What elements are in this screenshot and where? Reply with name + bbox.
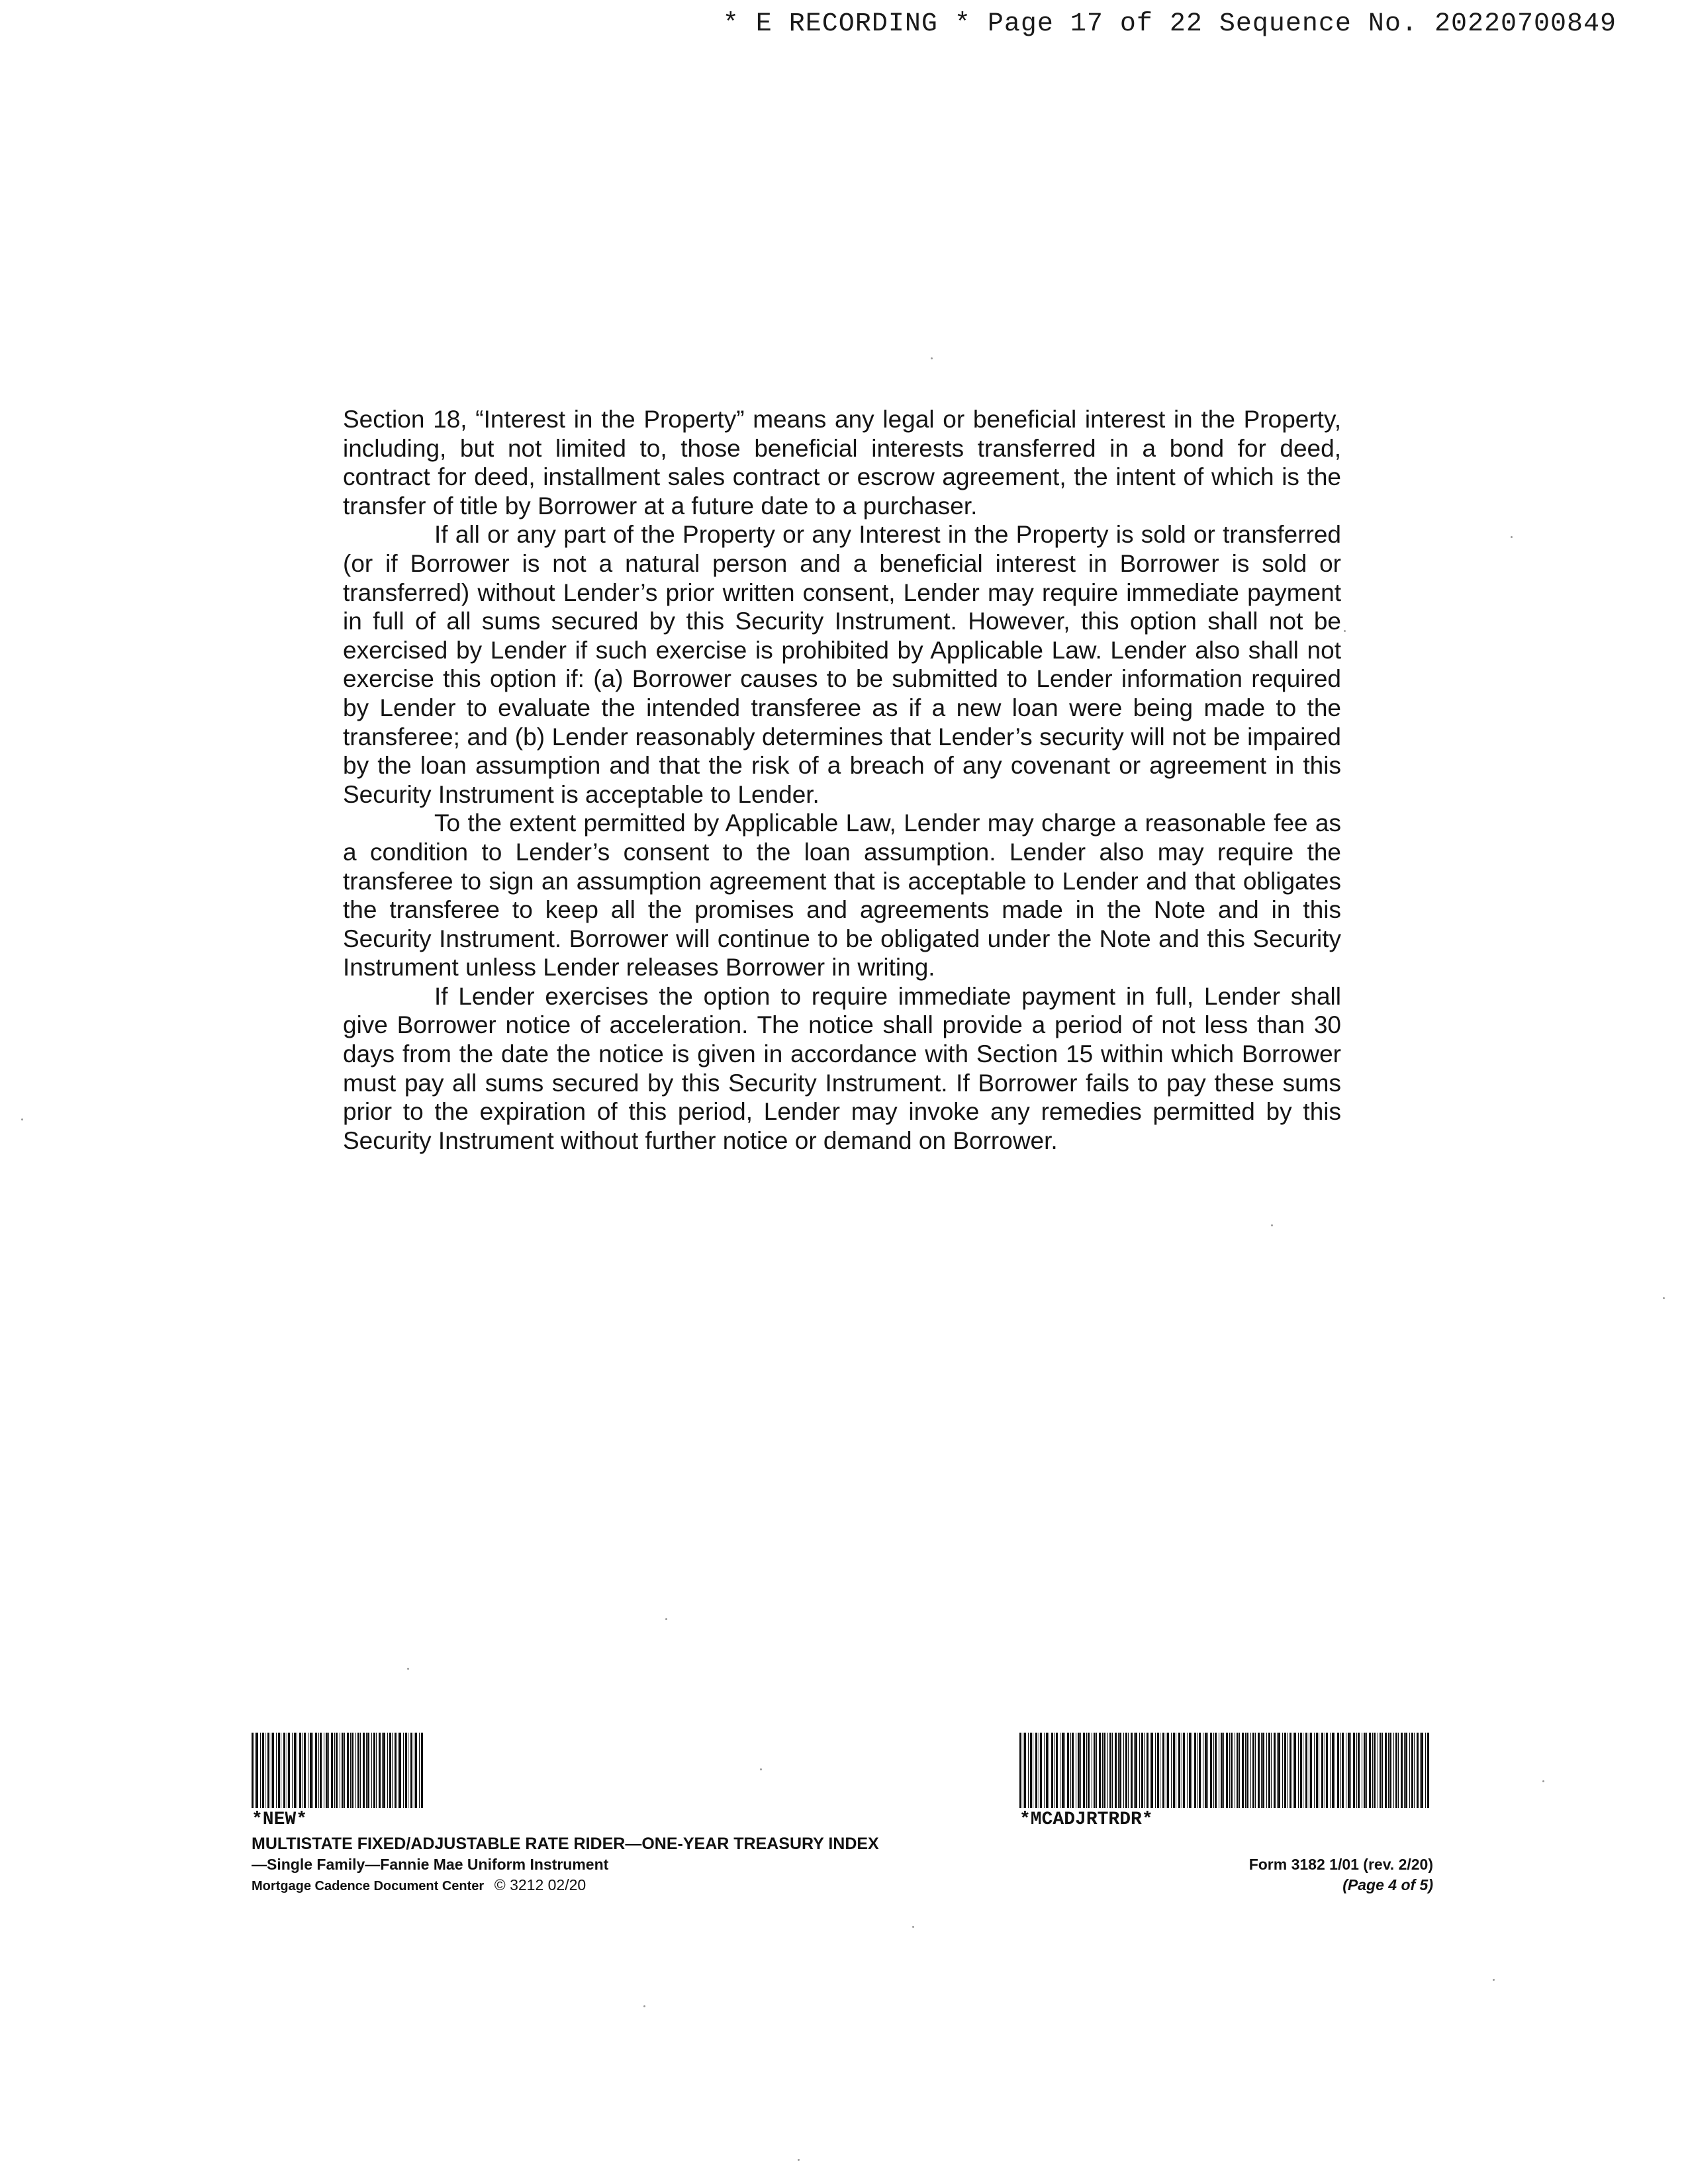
barcode-bar: [1314, 1733, 1315, 1808]
barcode-bar: [1135, 1733, 1137, 1808]
barcode-bar: [1035, 1733, 1037, 1808]
barcode-bar: [1147, 1733, 1149, 1808]
scan-speck: [912, 1926, 914, 1928]
barcode-bar: [1372, 1733, 1373, 1808]
barcode-bar: [1155, 1733, 1156, 1808]
barcode-bar: [272, 1733, 274, 1808]
barcode-bar: [367, 1733, 369, 1808]
barcode-bar: [1374, 1733, 1376, 1808]
barcode-bar: [1112, 1733, 1113, 1808]
recording-header: * E RECORDING * Page 17 of 22 Sequence No. 20220700849: [722, 9, 1617, 39]
barcode-bar: [1144, 1733, 1145, 1808]
footer-vendor-line: [252, 1875, 879, 1896]
barcode-bar: [1274, 1733, 1276, 1808]
barcode-bar: [1340, 1733, 1341, 1808]
barcode-bar: [1409, 1733, 1410, 1808]
barcode-bar: [1258, 1733, 1260, 1808]
barcode-bar: [1239, 1733, 1240, 1808]
barcode-bar: [383, 1733, 385, 1808]
barcode-bar: [328, 1733, 329, 1808]
barcode-bar: [1072, 1733, 1074, 1808]
barcode-bar: [421, 1733, 423, 1808]
barcode-bar: [1128, 1733, 1129, 1808]
barcode-bar: [405, 1733, 407, 1808]
barcode-bar: [1046, 1733, 1048, 1808]
barcode-bar: [312, 1733, 313, 1808]
barcode-bar: [1131, 1733, 1133, 1808]
barcode-bar: [1278, 1733, 1280, 1808]
barcode-bar: [1261, 1733, 1262, 1808]
scan-speck: [798, 2159, 800, 2161]
barcode-bar: [1393, 1733, 1394, 1808]
barcode-bar: [1353, 1733, 1355, 1808]
barcode-bar: [398, 1733, 399, 1808]
barcode-bar: [1141, 1733, 1143, 1808]
barcode-bar: [1226, 1733, 1228, 1808]
barcode-bar: [373, 1733, 375, 1808]
barcode-bar: [252, 1733, 254, 1808]
barcode-bar: [1030, 1733, 1032, 1808]
barcode-bar: [1382, 1733, 1383, 1808]
scan-speck: [21, 1118, 23, 1120]
barcode-bar: [1125, 1733, 1127, 1808]
paragraph: If Lender exercises the option to require immediate payment in full, Lender shall give Borrower notice of acceleration. The notice shall provide a period of not less than 30 days from the date the notice is given in accordance with Section 15 within which Borrower must pay all sums secured by this Security Instrument. If Borrower fails to pay these sums prior to the expiration of this period, Lender may invoke any remedies permitted by this Security Instrument without further notice or demand on Borrower.: [343, 982, 1341, 1154]
barcode-bar: [1178, 1733, 1180, 1808]
barcode-bar: [1332, 1733, 1334, 1808]
barcode-bar: [1205, 1733, 1207, 1808]
barcode-bar: [1115, 1733, 1117, 1808]
scan-speck: [1493, 1979, 1495, 1981]
barcode-bar: [336, 1733, 338, 1808]
barcode-bar: [1294, 1733, 1296, 1808]
barcode-bar: [389, 1733, 391, 1808]
barcode-bar: [1305, 1733, 1307, 1808]
barcode-bar: [267, 1733, 269, 1808]
barcode-bar: [1139, 1733, 1140, 1808]
barcode-bar: [419, 1733, 420, 1808]
barcode-bar: [1358, 1733, 1360, 1808]
barcode-bar: [1282, 1733, 1283, 1808]
barcode-bar: [1420, 1733, 1421, 1808]
scan-speck: [407, 1668, 409, 1670]
barcode-bar: [1417, 1733, 1419, 1808]
footer-subtitle: —Single Family—Fannie Mae Uniform Instrument: [252, 1856, 609, 1873]
barcode-bar: [344, 1733, 345, 1808]
barcode-bar: [342, 1733, 344, 1808]
barcode-bar: [1094, 1733, 1096, 1808]
paragraph: If all or any part of the Property or any Interest in the Property is sold or transferred (or if Borrower is not a natural person and a beneficial interest in Borrower is sold or transferred) without Lender’s prior written consent, Lender may require immediate payment in full of all sums secured by this Security Instrument. However, this option shall not be exercised by Lender if such exercise is prohibited by Applicable Law. Lender also shall not exercise this option if: (a) Borrower causes to be submitted to Lender information required by Lender to evaluate the intended transferee as if a new loan were being made to the transferee; and (b) Lender reasonably determines that Lender’s security will not be impaired by the loan assumption and that the risk of a breach of any covenant or agreement in this Security Instrument is acceptable to Lender.: [343, 521, 1341, 808]
barcode-bar: [1119, 1733, 1121, 1808]
barcode-bar: [350, 1733, 351, 1808]
barcode-bar: [1369, 1733, 1371, 1808]
barcode-bar: [1080, 1733, 1081, 1808]
barcode-right-caption: *MCADJRTRDR*: [1019, 1809, 1153, 1830]
footer-right: [1249, 1854, 1433, 1895]
barcode-bar: [1405, 1733, 1407, 1808]
barcode-bar: [331, 1733, 333, 1808]
barcode-bar: [1194, 1733, 1196, 1808]
barcode-bar: [1321, 1733, 1323, 1808]
barcode-bar: [278, 1733, 280, 1808]
barcode-bar: [1262, 1733, 1264, 1808]
barcode-bar: [1064, 1733, 1065, 1808]
barcode-bar: [1277, 1733, 1278, 1808]
footer-vendor: Mortgage Cadence Document Center: [252, 1879, 485, 1893]
scan-speck: [1271, 1224, 1273, 1226]
barcode-left: [252, 1733, 425, 1830]
barcode-bar: [1078, 1733, 1080, 1808]
barcode-bar: [371, 1733, 372, 1808]
barcode-bar: [1414, 1733, 1415, 1808]
barcode-bar: [1197, 1733, 1198, 1808]
barcode-bar: [315, 1733, 317, 1808]
barcode-bar: [1421, 1733, 1423, 1808]
barcode-bar: [1088, 1733, 1090, 1808]
form-number: Form 3182 1/01 (rev. 2/20): [1248, 1856, 1433, 1873]
barcode-bar: [1287, 1733, 1288, 1808]
footer-left: [252, 1833, 879, 1896]
barcode-bar: [255, 1733, 256, 1808]
scan-speck: [1663, 1297, 1665, 1299]
barcode-bar: [1271, 1733, 1272, 1808]
barcode-bar: [363, 1733, 365, 1808]
barcode-bar: [1337, 1733, 1339, 1808]
barcode-bar: [387, 1733, 388, 1808]
barcode-bar: [1207, 1733, 1208, 1808]
scan-speck: [1542, 1780, 1544, 1782]
barcode-left-caption: *NEW*: [252, 1809, 308, 1830]
document-body: [343, 405, 1341, 1155]
barcode-bar: [1086, 1733, 1087, 1808]
scan-speck: [931, 357, 933, 359]
barcode-bar: [310, 1733, 312, 1808]
footer-vendor-form: © 3212 02/20: [494, 1876, 586, 1893]
scan-speck: [1344, 630, 1346, 632]
barcode-bar: [1330, 1733, 1331, 1808]
barcode-right-bars: [1019, 1733, 1430, 1808]
barcode-bar: [376, 1733, 377, 1808]
barcode-bar: [352, 1733, 353, 1808]
barcode-bar: [260, 1733, 261, 1808]
barcode-bar: [1102, 1733, 1103, 1808]
barcode-bar: [1395, 1733, 1397, 1808]
barcode-bar: [1210, 1733, 1212, 1808]
barcode-bar: [1385, 1733, 1387, 1808]
barcode-bar: [1356, 1733, 1357, 1808]
barcode-bar: [1215, 1733, 1217, 1808]
barcode-bar: [1096, 1733, 1097, 1808]
barcode-bar: [1350, 1733, 1351, 1808]
barcode-bar: [1388, 1733, 1389, 1808]
barcode-bar: [1024, 1733, 1026, 1808]
barcode-bar: [1187, 1733, 1188, 1808]
barcode-bar: [1213, 1733, 1214, 1808]
barcode-bar: [1398, 1733, 1399, 1808]
barcode-bar: [1326, 1733, 1328, 1808]
paragraph: To the extent permitted by Applicable Law, Lender may charge a reasonable fee as a condition to Lender’s consent to the loan assumption. Lender also may require the transferee to sign an assumption agreement that is acceptable to Lender and that obligates the transferee to keep all the promises and agreements made in the Note and in this Security Instrument. Borrower will continue to be obligated under the Note and this Security Instrument unless Lender releases Borrower in writing.: [343, 809, 1341, 981]
barcode-bar: [355, 1733, 356, 1808]
barcode-bar: [403, 1733, 404, 1808]
barcode-bar: [1167, 1733, 1169, 1808]
barcode-bar: [326, 1733, 328, 1808]
barcode-bar: [299, 1733, 301, 1808]
barcode-bar: [1242, 1733, 1244, 1808]
barcode-bar: [1252, 1733, 1254, 1808]
barcode-bar: [1162, 1733, 1164, 1808]
barcode-bar: [1284, 1733, 1286, 1808]
barcode-bar: [1380, 1733, 1382, 1808]
barcode-bar: [1134, 1733, 1135, 1808]
barcode-bar: [410, 1733, 412, 1808]
barcode-bar: [1157, 1733, 1159, 1808]
scan-speck: [643, 2005, 645, 2007]
barcode-bar: [1151, 1733, 1153, 1808]
barcode-bar: [1070, 1733, 1071, 1808]
barcode-bar: [1221, 1733, 1223, 1808]
barcode-bar: [399, 1733, 401, 1808]
barcode-bar: [292, 1733, 293, 1808]
barcode-bar: [1316, 1733, 1318, 1808]
barcode-bar: [382, 1733, 383, 1808]
barcode-left-bars: [252, 1733, 425, 1808]
barcode-bar: [318, 1733, 319, 1808]
barcode-bar: [366, 1733, 367, 1808]
barcode-bar: [1040, 1733, 1042, 1808]
barcode-bar: [1062, 1733, 1064, 1808]
barcode-bar: [334, 1733, 335, 1808]
barcode-bar: [1056, 1733, 1058, 1808]
barcode-bar: [1404, 1733, 1405, 1808]
barcode-bar: [1245, 1733, 1246, 1808]
barcode-bar: [1083, 1733, 1085, 1808]
barcode-bar: [1427, 1733, 1429, 1808]
barcode-bar: [1401, 1733, 1403, 1808]
barcode-bar: [1123, 1733, 1124, 1808]
barcode-bar: [1300, 1733, 1302, 1808]
barcode-bar: [1366, 1733, 1367, 1808]
barcode-bar: [379, 1733, 381, 1808]
barcode-bar: [1310, 1733, 1312, 1808]
barcode-bar: [1229, 1733, 1230, 1808]
barcode-bar: [1028, 1733, 1029, 1808]
barcode-bar: [1173, 1733, 1175, 1808]
barcode-bar: [1268, 1733, 1270, 1808]
barcode-bar: [1199, 1733, 1201, 1808]
barcode-bar: [1298, 1733, 1299, 1808]
barcode-bar: [1171, 1733, 1172, 1808]
barcode-bar: [276, 1733, 277, 1808]
barcode-bar: [1051, 1733, 1053, 1808]
barcode-bar: [320, 1733, 322, 1808]
barcode-bar: [1425, 1733, 1426, 1808]
footer-title: MULTISTATE FIXED/ADJUSTABLE RATE RIDER—ONE-YEAR TREASURY INDEX: [252, 1835, 879, 1853]
barcode-bar: [1099, 1733, 1101, 1808]
barcode-bar: [283, 1733, 285, 1808]
barcode-bar: [1342, 1733, 1344, 1808]
barcode-bar: [1246, 1733, 1248, 1808]
barcode-bar: [1189, 1733, 1191, 1808]
barcode-bar: [288, 1733, 290, 1808]
barcode-bar: [1289, 1733, 1291, 1808]
barcode-bar: [1348, 1733, 1350, 1808]
barcode-bar: [392, 1733, 393, 1808]
barcode-bar: [1103, 1733, 1105, 1808]
barcode-bar: [1389, 1733, 1391, 1808]
barcode-bar: [262, 1733, 264, 1808]
barcode-bar: [1044, 1733, 1045, 1808]
barcode-bar: [1237, 1733, 1239, 1808]
barcode-bar: [1231, 1733, 1233, 1808]
barcode-bar: [256, 1733, 258, 1808]
barcode-bar: [1266, 1733, 1267, 1808]
barcode-right: [1019, 1733, 1430, 1830]
barcode-bar: [1067, 1733, 1069, 1808]
barcode-bar: [1019, 1733, 1021, 1808]
scan-speck: [1511, 536, 1513, 538]
barcode-bar: [1250, 1733, 1251, 1808]
barcode-bar: [1118, 1733, 1119, 1808]
barcode-bar: [1255, 1733, 1256, 1808]
barcode-bar: [1411, 1733, 1413, 1808]
barcode-bar: [360, 1733, 361, 1808]
barcode-bar: [415, 1733, 417, 1808]
page-of: (Page 4 of 5): [1342, 1876, 1433, 1893]
barcode-bar: [1107, 1733, 1108, 1808]
barcode-bar: [304, 1733, 306, 1808]
barcode-bar: [1364, 1733, 1366, 1808]
barcode-bar: [1183, 1733, 1185, 1808]
scan-speck: [760, 1768, 762, 1770]
paragraph: Section 18, “Interest in the Property” means any legal or beneficial interest in the Property, including, but not limited to, those beneficial interests transferred in a bond for deed, contract for deed, installment sales contract or escrow agreement, the intent of which is the transfer of title by Borrower at a future date to a purchaser.: [343, 406, 1341, 520]
barcode-bar: [357, 1733, 359, 1808]
barcode-bar: [347, 1733, 349, 1808]
barcode-bar: [1223, 1733, 1224, 1808]
barcode-bar: [294, 1733, 296, 1808]
barcode-bar: [395, 1733, 397, 1808]
scan-speck: [665, 1618, 667, 1620]
barcode-bar: [1109, 1733, 1111, 1808]
